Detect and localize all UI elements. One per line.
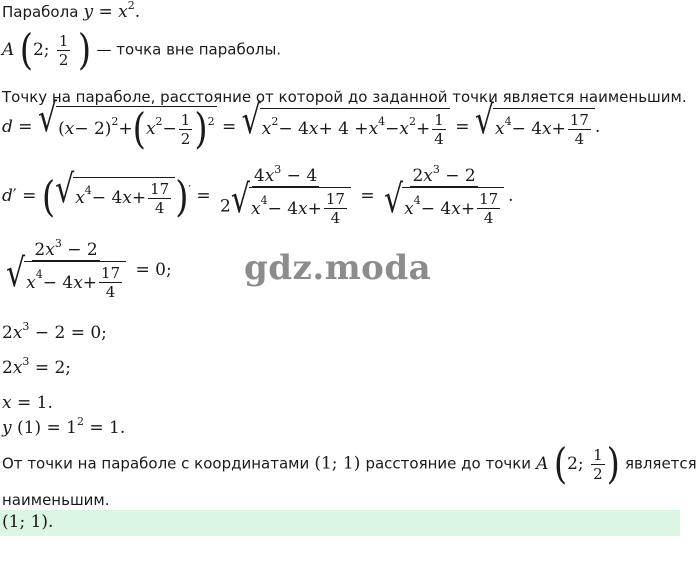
text-conclusion-a: От точки на параболе с координатами [2, 454, 310, 473]
formula-point-1-1: (1; 1) [314, 453, 361, 474]
line-smallest [2, 490, 110, 509]
line-point-a [2, 25, 282, 75]
formula-derivative-zero: $2x^3 - 2$ √ x 4 − 4 x + $\frac{17}{4}$ = 0; [6, 237, 172, 302]
formula-x-eq-1: x = 1. [2, 393, 53, 413]
formula-distance: d = √ ( x − 2) 2 + ( x 2 − $\frac{1}{2}$ ) 2 = √ x 2 − 4 x + 4 + x 4 − x 2 + $\frac{1}{4}$ = √ x 4 − 4 x + $\frac{17}{4}$ . [2, 95, 601, 154]
text-task: Точку на параболе, расстояние от которой до заданной точки является наименьшим. [2, 88, 687, 106]
answer-box [0, 510, 680, 536]
line-parabola [2, 2, 140, 22]
formula-point-a-ref: A (2; $\frac{1}{2}$ ) [536, 439, 620, 489]
formula-derivative: d′ = ( √ x 4 − 4 x + $\frac{17}{4}$ )′ = $4x^3 - 4$ 2 √ x 4 − 4 x + $\frac{17}{4}$ = $2x^3 - 2$ √ x 4 − 4 x + $\frac{17}{4}$ . [2, 163, 514, 228]
text-point-outside: — точка вне параболы. [96, 40, 282, 59]
text-conclusion-b: расстояние до точки [365, 454, 532, 473]
text-conclusion-c: является [624, 454, 697, 473]
text-smallest: наименьшим. [2, 491, 110, 509]
formula-step-2: $2x^3 = 2$; [2, 355, 72, 378]
formula-y-eq-x2: $y = x^2$. [83, 0, 141, 22]
watermark-logo: gdz.moda [244, 248, 432, 288]
text-parabola: Парабола [2, 3, 79, 21]
answer-value: (1; 1). [2, 512, 54, 532]
formula-point-a: A (2; $\frac{1}{2}$ ) [2, 25, 92, 75]
fraction-one-half: $\frac{1}{2}$ [58, 31, 69, 69]
line-task [2, 87, 687, 106]
formula-y-of-1: y $(1) = 1^2 = 1$. [2, 415, 126, 438]
line-conclusion [2, 439, 697, 489]
formula-step-1: $2x^3 - 2 = 0$; [2, 320, 107, 343]
